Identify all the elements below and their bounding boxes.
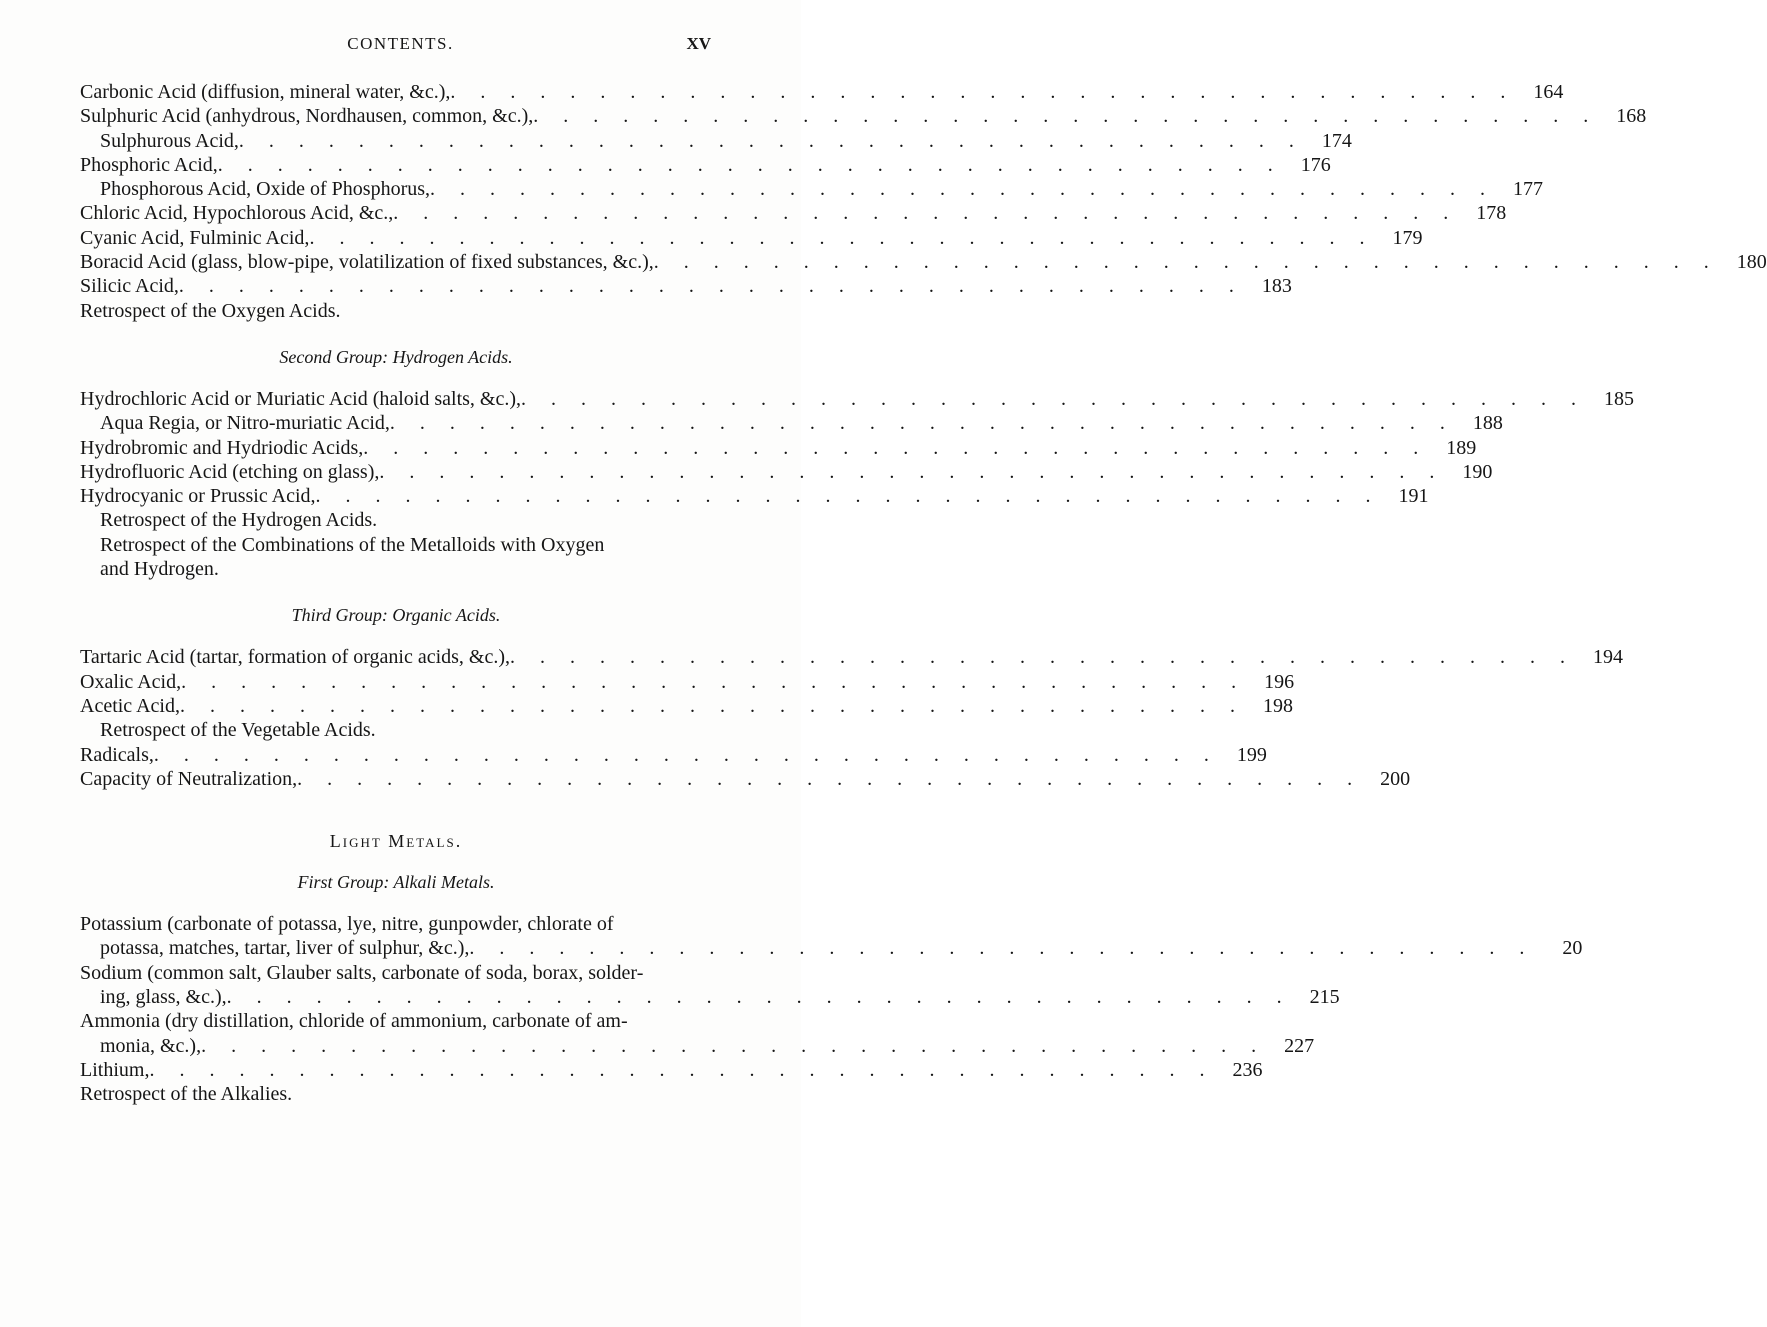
dot-leader: . . . . . . . . . . . . . . . . . . . . . . . . . . . . . . . . . . . . xyxy=(379,460,1445,483)
running-title: CONTENTS. xyxy=(347,34,454,53)
page-ref: 236 xyxy=(1232,1058,1263,1081)
group-heading-hydrogen-acids: Second Group: Hydrogen Acids. xyxy=(279,346,513,367)
dot-leader: . . . . . . . . . . . . . . . . . . . . . . . . . . . . . . . . . . . . xyxy=(363,436,1429,459)
running-header xyxy=(0,32,801,56)
toc-entry: Sulphuric Acid (anhydrous, Nordhausen, common, &c.), . . . . . . . . . . . . . . . . . . . . . . . . . . . . . . . . . . . . 168 xyxy=(80,105,1647,128)
group-heading-alkali-metals: First Group: Alkali Metals. xyxy=(297,872,495,893)
toc-retrospect: Retrospect of the Combinations of the Metalloids with Oxygen xyxy=(100,533,605,556)
toc-entry: Hydrocyanic or Prussic Acid, . . . . . . . . . . . . . . . . . . . . . . . . . . . . . . . . . . . . 191 xyxy=(80,485,1429,508)
dot-leader: . . . . . . . . . . . . . . . . . . . . . . . . . . . . . . . . . . . . xyxy=(297,767,1363,790)
page-ref: 199 xyxy=(1236,743,1267,766)
toc-entry: Silicic Acid, . . . . . . . . . . . . . . . . . . . . . . . . . . . . . . . . . . . . 183 xyxy=(80,275,1292,298)
toc-entry: Radicals, . . . . . . . . . . . . . . . . . . . . . . . . . . . . . . . . . . . . 199 xyxy=(80,743,1267,766)
dot-leader: . . . . . . . . . . . . . . . . . . . . . . . . . . . . . . . . . . . . xyxy=(178,275,1244,298)
page-ref: 194 xyxy=(1593,646,1624,669)
toc-entry: ing, glass, &c.), . . . . . . . . . . . . . . . . . . . . . . . . . . . . . . . . . . . . 215 xyxy=(100,986,1340,1009)
page-ref: 198 xyxy=(1262,694,1293,717)
toc-entry: Phosphoric Acid, . . . . . . . . . . . . . . . . . . . . . . . . . . . . . . . . . . . . 176 xyxy=(80,153,1331,176)
hydrogen-acids-list xyxy=(80,387,1635,581)
dot-leader: . . . . . . . . . . . . . . . . . . . . . . . . . . . . . . . . . . . . xyxy=(217,153,1283,176)
dot-leader: . . . . . . . . . . . . . . . . . . . . . . . . . . . . . . . . . . . . xyxy=(181,670,1247,693)
dot-leader: . . . . . . . . . . . . . . . . . . . . . . . . . . . . . . . . . . . . xyxy=(430,178,1496,201)
toc-entry: Phosphorous Acid, Oxide of Phosphorus, . . . . . . . . . . . . . . . . . . . . . . . . . . . . . . . . . . . . 177 xyxy=(100,178,1544,201)
toc-entry: monia, &c.), . . . . . . . . . . . . . . . . . . . . . . . . . . . . . . . . . . . . 227 xyxy=(100,1034,1315,1057)
toc-retrospect: Retrospect of the Oxygen Acids. xyxy=(80,299,341,322)
section-heading-light-metals: Light Metals. xyxy=(329,831,463,852)
page-ref: 178 xyxy=(1476,202,1507,225)
toc-entry: Oxalic Acid, . . . . . . . . . . . . . . . . . . . . . . . . . . . . . . . . . . . . 196 xyxy=(80,670,1295,693)
toc-retrospect-continued: and Hydrogen. xyxy=(100,558,219,581)
oxygen-acids-list xyxy=(80,80,1767,323)
page-ref: 188 xyxy=(1472,412,1503,435)
toc-entry: Boracid Acid (glass, blow-pipe, volatilization of fixed substances, &c.), . . . . . . . . . . . . . . . . . . . . . . . . . . . . . . . . . . . . 180 xyxy=(80,251,1767,274)
toc-entry: Sulphurous Acid, . . . . . . . . . . . . . . . . . . . . . . . . . . . . . . . . . . . . 174 xyxy=(100,129,1352,152)
toc-entry: Hydrobromic and Hydriodic Acids, . . . . . . . . . . . . . . . . . . . . . . . . . . . . . . . . . . . . 189 xyxy=(80,436,1477,459)
page-ref: 168 xyxy=(1616,105,1647,128)
page-ref: 196 xyxy=(1264,670,1295,693)
page-ref: 174 xyxy=(1321,129,1352,152)
toc-entry: potassa, matches, tartar, liver of sulphur, &c.), . . . . . . . . . . . . . . . . . . . . . . . . . . . . . . . . . . . . 20 xyxy=(100,937,1583,960)
toc-entry: Lithium, . . . . . . . . . . . . . . . . . . . . . . . . . . . . . . . . . . . . 236 xyxy=(80,1058,1263,1081)
dot-leader: . . . . . . . . . . . . . . . . . . . . . . . . . . . . . . . . . . . . xyxy=(393,202,1459,225)
toc-entry: Hydrochloric Acid or Muriatic Acid (haloid salts, &c.), . . . . . . . . . . . . . . . . . . . . . . . . . . . . . . . . . . . . 185 xyxy=(80,387,1635,410)
toc-entry: Hydrofluoric Acid (etching on glass), . . . . . . . . . . . . . . . . . . . . . . . . . . . . . . . . . . . . 190 xyxy=(80,460,1493,483)
toc-entry-first-line: Potassium (carbonate of potassa, lye, nitre, gunpowder, chlorate of xyxy=(80,913,614,936)
page-ref: 180 xyxy=(1736,251,1767,274)
toc-entry: Carbonic Acid (diffusion, mineral water, &c.), . . . . . . . . . . . . . . . . . . . . . . . . . . . . . . . . . . . . 164 xyxy=(80,81,1564,103)
page-number: XV xyxy=(686,34,711,53)
dot-leader: . . . . . . . . . . . . . . . . . . . . . . . . . . . . . . . . . . . . xyxy=(238,129,1304,152)
page-ref: 200 xyxy=(1380,767,1411,790)
dot-leader: . . . . . . . . . . . . . . . . . . . . . . . . . . . . . . . . . . . . xyxy=(521,387,1587,410)
dot-leader: . . . . . . . . . . . . . . . . . . . . . . . . . . . . . . . . . . . . xyxy=(653,251,1719,274)
page-ref: 215 xyxy=(1309,986,1340,1009)
dot-leader: . . . . . . . . . . . . . . . . . . . . . . . . . . . . . . . . . . . . xyxy=(510,646,1576,669)
toc-entry-first-line: Ammonia (dry distillation, chloride of ammonium, carbonate of am- xyxy=(80,1010,628,1033)
page-ref: 183 xyxy=(1261,275,1292,298)
toc-entry: Chloric Acid, Hypochlorous Acid, &c., . . . . . . . . . . . . . . . . . . . . . . . . . . . . . . . . . . . . 178 xyxy=(80,202,1507,225)
toc-retrospect: Retrospect of the Alkalies. xyxy=(80,1083,293,1106)
page-ref: 185 xyxy=(1604,387,1635,410)
toc-entry: Capacity of Neutralization, . . . . . . . . . . . . . . . . . . . . . . . . . . . . . . . . . . . . 200 xyxy=(80,767,1411,790)
dot-leader: . . . . . . . . . . . . . . . . . . . . . . . . . . . . . . . . . . . . xyxy=(389,412,1455,435)
alkali-metals-list xyxy=(80,912,1583,1106)
dot-leader: . . . . . . . . . . . . . . . . . . . . . . . . . . . . . . . . . . . . xyxy=(469,937,1535,960)
toc-entry: Acetic Acid, . . . . . . . . . . . . . . . . . . . . . . . . . . . . . . . . . . . . 198 xyxy=(80,694,1293,717)
toc-retrospect: Retrospect of the Vegetable Acids. xyxy=(100,719,376,742)
dot-leader: . . . . . . . . . . . . . . . . . . . . . . . . . . . . . . . . . . . . xyxy=(149,1058,1215,1081)
dot-leader: . . . . . . . . . . . . . . . . . . . . . . . . . . . . . . . . . . . . xyxy=(309,226,1375,249)
toc-entry-first-line: Sodium (common salt, Glauber salts, carbonate of soda, borax, solder- xyxy=(80,961,644,984)
organic-acids-list xyxy=(80,645,1624,791)
page-ref: 164 xyxy=(1533,81,1564,103)
page-ref: 176 xyxy=(1300,153,1331,176)
dot-leader: . . . . . . . . . . . . . . . . . . . . . . . . . . . . . . . . . . . . xyxy=(179,694,1245,717)
page-ref: 189 xyxy=(1446,436,1477,459)
page-ref: 179 xyxy=(1392,226,1423,249)
page-ref: 20 xyxy=(1562,937,1583,960)
dot-leader: . . . . . . . . . . . . . . . . . . . . . . . . . . . . . . . . . . . . xyxy=(201,1034,1267,1057)
toc-entry: Tartaric Acid (tartar, formation of organic acids, &c.), . . . . . . . . . . . . . . . . . . . . . . . . . . . . . . . . . . . . 194 xyxy=(80,646,1624,669)
toc-entry: Aqua Regia, or Nitro-muriatic Acid, . . . . . . . . . . . . . . . . . . . . . . . . . . . . . . . . . . . . 188 xyxy=(100,412,1503,435)
dot-leader: . . . . . . . . . . . . . . . . . . . . . . . . . . . . . . . . . . . . xyxy=(153,743,1219,766)
page-ref: 191 xyxy=(1398,485,1429,508)
page-ref: 227 xyxy=(1284,1034,1315,1057)
dot-leader: . . . . . . . . . . . . . . . . . . . . . . . . . . . . . . . . . . . . xyxy=(450,81,1516,103)
toc-retrospect: Retrospect of the Hydrogen Acids. xyxy=(100,509,378,532)
toc-entry: Cyanic Acid, Fulminic Acid, . . . . . . . . . . . . . . . . . . . . . . . . . . . . . . . . . . . . 179 xyxy=(80,226,1423,249)
dot-leader: . . . . . . . . . . . . . . . . . . . . . . . . . . . . . . . . . . . . xyxy=(533,105,1599,128)
contents-body xyxy=(80,80,1767,1107)
group-heading-organic-acids: Third Group: Organic Acids. xyxy=(291,605,501,626)
dot-leader: . . . . . . . . . . . . . . . . . . . . . . . . . . . . . . . . . . . . xyxy=(315,485,1381,508)
dot-leader: . . . . . . . . . . . . . . . . . . . . . . . . . . . . . . . . . . . . xyxy=(226,986,1292,1009)
page-ref: 190 xyxy=(1462,460,1493,483)
page-ref: 177 xyxy=(1513,178,1544,201)
